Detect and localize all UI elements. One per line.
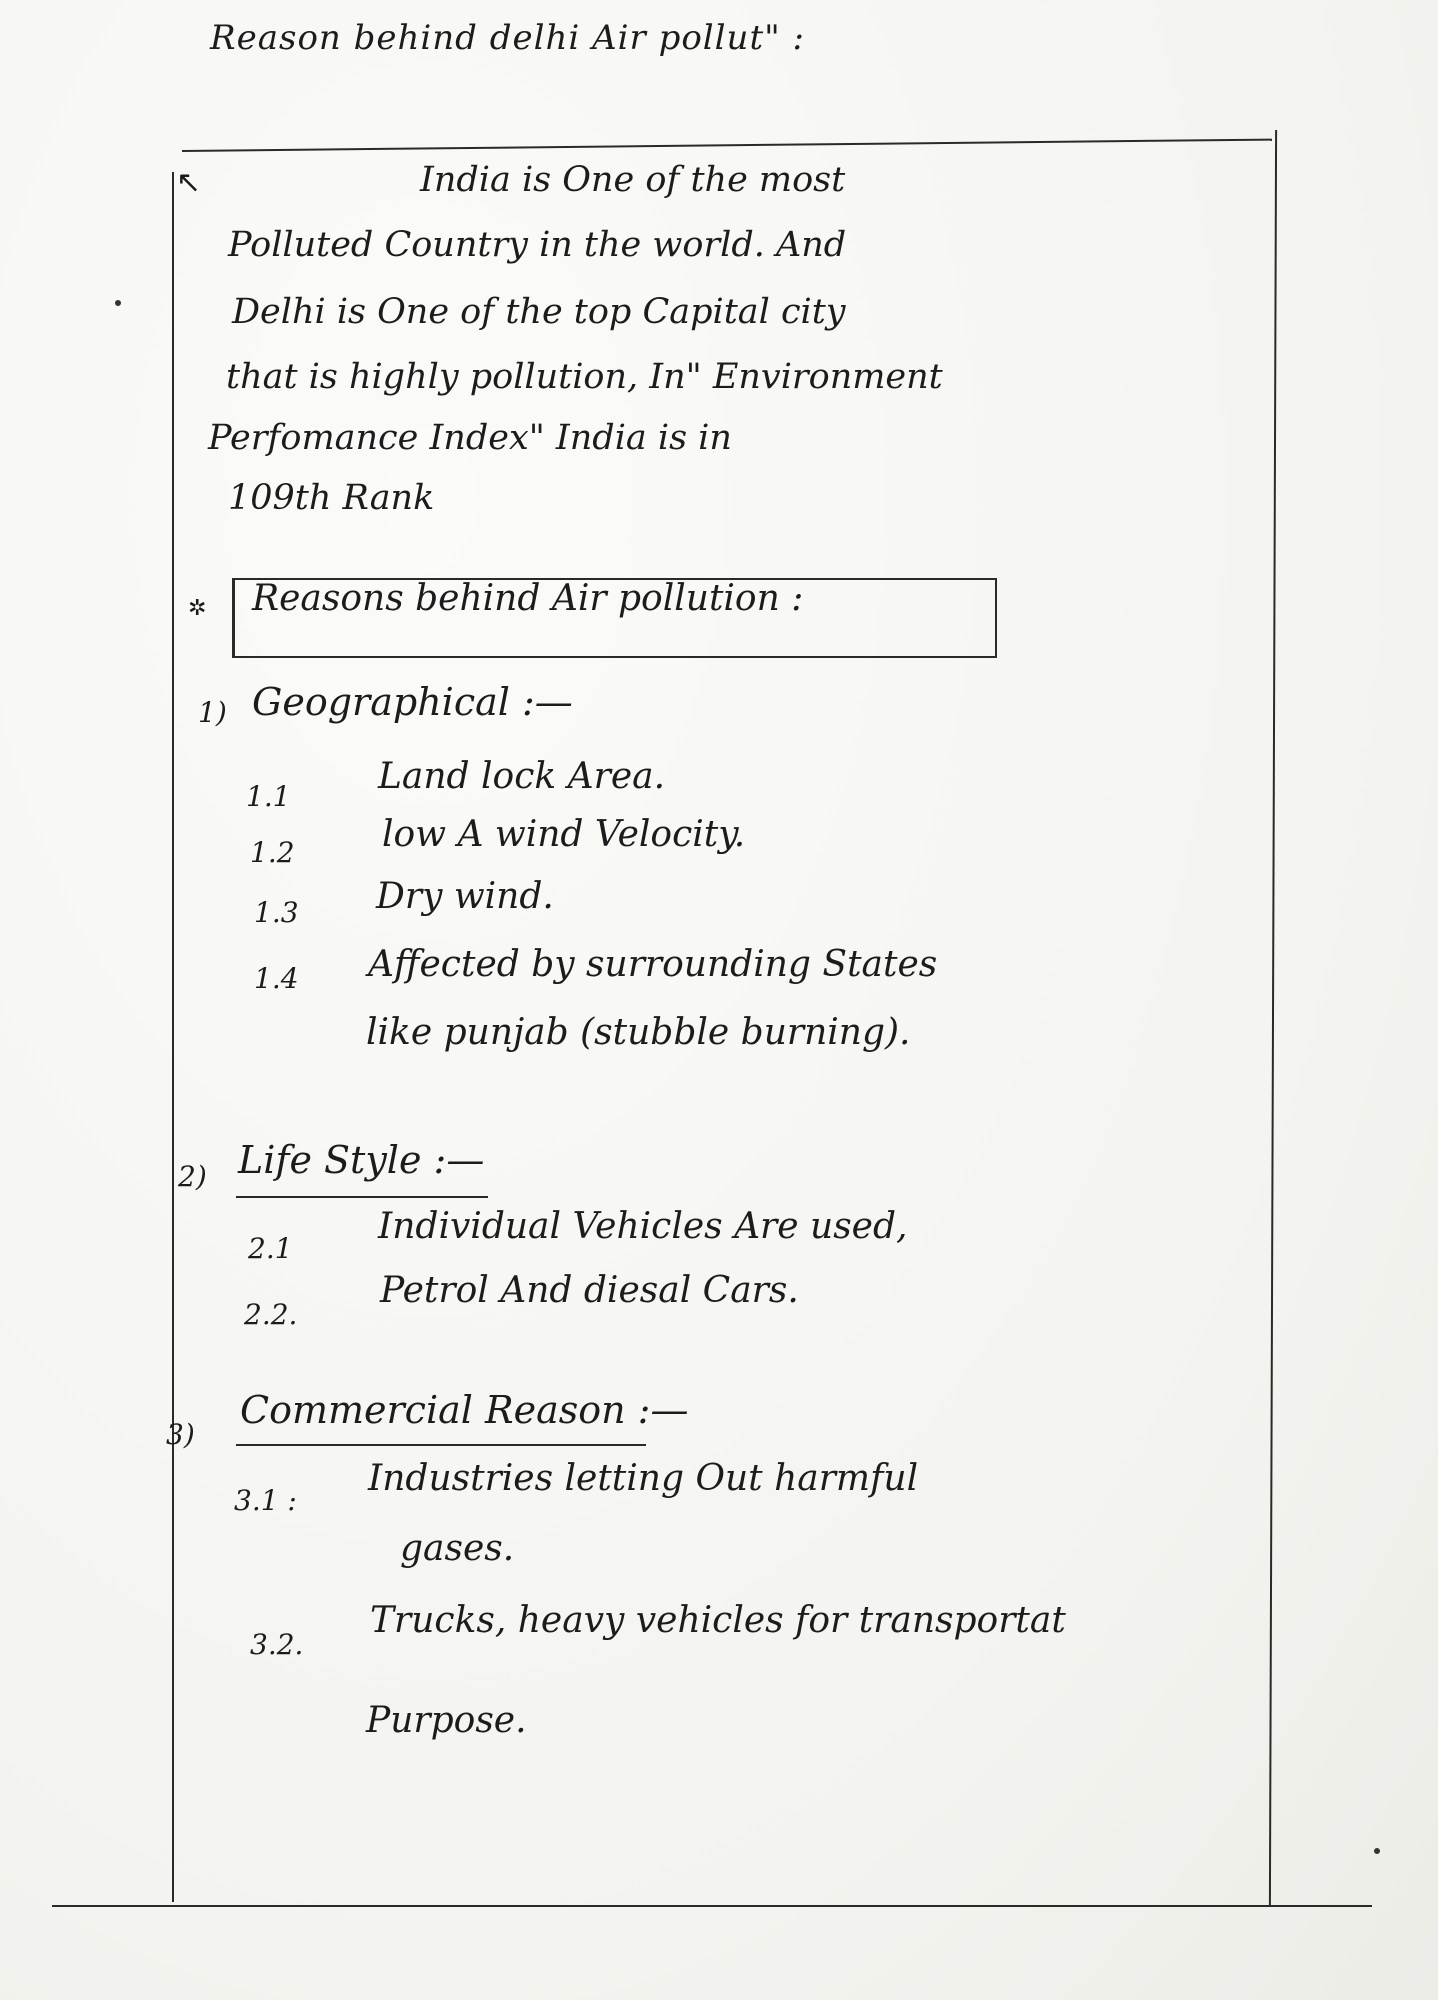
item-1-2-text: low A wind Velocity. [382, 814, 746, 855]
item-1-4-number: 1.4 [254, 962, 299, 995]
item-2-1-number: 2.1 [248, 1232, 293, 1265]
frame-left-line [172, 172, 174, 1902]
item-1-1-text: Land lock Area. [378, 756, 666, 797]
intro-line-3: Delhi is One of the top Capital city [232, 292, 846, 332]
section-3-underline [236, 1444, 646, 1446]
item-3-1-continued: gases. [400, 1528, 515, 1569]
item-1-1-number: 1.1 [246, 780, 291, 813]
item-2-2-text: Petrol And diesal Cars. [380, 1270, 799, 1311]
item-1-3-text: Dry wind. [376, 876, 554, 917]
corner-arrow-icon: ↖ [176, 165, 202, 200]
item-1-4-continued: like punjab (stubble burning). [366, 1012, 911, 1053]
item-3-2-number: 3.2. [250, 1628, 304, 1661]
intro-line-1: India is One of the most [420, 160, 846, 200]
ink-dot [115, 300, 121, 306]
item-1-3-number: 1.3 [254, 896, 299, 929]
ink-dot [1374, 1848, 1380, 1854]
section-2-number: 2) [178, 1160, 207, 1193]
section-2-title: Life Style :— [238, 1138, 485, 1182]
item-3-1-text: Industries letting Out harmful [368, 1458, 919, 1499]
item-3-2-continued: Purpose. [366, 1700, 527, 1741]
item-2-1-text: Individual Vehicles Are used, [378, 1206, 908, 1247]
intro-line-2: Polluted Country in the world. And [228, 225, 847, 265]
item-2-2-number: 2.2. [244, 1298, 298, 1331]
intro-line-4: that is highly pollution, In" Environment [226, 357, 943, 397]
item-3-2-text: Trucks, heavy vehicles for transportat [370, 1600, 1066, 1641]
section-2-underline [236, 1196, 488, 1198]
section-1-title: Geographical :— [252, 680, 573, 724]
section-3-title: Commercial Reason :— [240, 1388, 689, 1432]
item-1-2-number: 1.2 [250, 836, 295, 869]
page-title: Reason behind delhi Air pollut" : [210, 18, 806, 58]
frame-bottom-line [52, 1905, 1372, 1907]
star-icon: ✲ [188, 596, 207, 621]
reasons-heading: Reasons behind Air pollution : [252, 578, 804, 619]
item-1-4-text: Affected by surrounding States [368, 944, 938, 985]
intro-line-6: 109th Rank [228, 478, 435, 518]
item-3-1-number: 3.1 : [234, 1484, 297, 1517]
section-1-number: 1) [198, 696, 227, 729]
intro-line-5: Perfomance Index" India is in [208, 418, 732, 458]
section-3-number: 3) [166, 1418, 195, 1451]
